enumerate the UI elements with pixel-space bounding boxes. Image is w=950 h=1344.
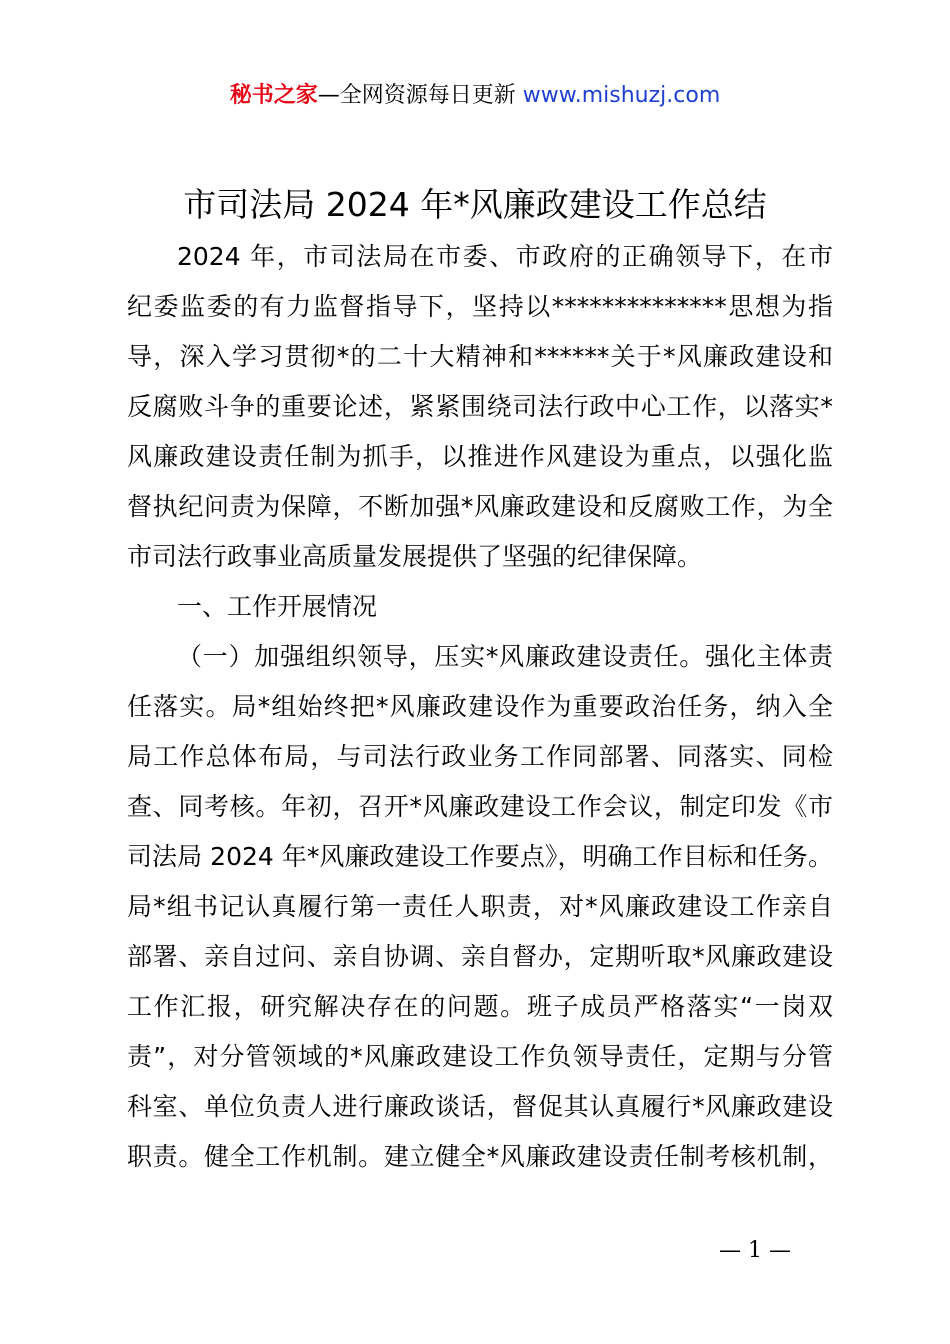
body-line: 任落实。局*组始终把*风廉政建设作为重要政治任务，纳入全 (127, 692, 833, 721)
body-line: 科室、单位负责人进行廉政谈话，督促其认真履行*风廉政建设 (127, 1092, 833, 1121)
page-number: — 1 — (719, 1238, 791, 1263)
body-line: 纪委监委的有力监督指导下，坚持以**************思想为指 (127, 292, 833, 321)
banner-url-link[interactable]: www.mishuzj.com (522, 83, 721, 108)
body-line: 导，深入学习贯彻*的二十大精神和******关于*风廉政建设和 (127, 342, 833, 371)
body-line: 工作汇报，研究解决存在的问题。班子成员严格落实“一岗双 (127, 992, 833, 1021)
document-body (127, 232, 833, 1182)
body-line: 2024 年，市司法局在市委、市政府的正确领导下，在市 (177, 242, 833, 271)
section-heading: 一、工作开展情况 (177, 592, 378, 621)
body-line: 司法局 2024 年*风廉政建设工作要点》，明确工作目标和任务。 (127, 842, 833, 871)
body-line: 风廉政建设责任制为抓手，以推进作风建设为重点，以强化监 (127, 442, 833, 471)
banner-slogan: —全网资源每日更新 (317, 83, 516, 108)
body-line: 局*组书记认真履行第一责任人职责，对*风廉政建设工作亲自 (127, 892, 833, 921)
body-line: 市司法行政事业高质量发展提供了坚强的纪律保障。 (127, 542, 703, 571)
document-title: 市司法局 2024 年*风廉政建设工作总结 (183, 185, 767, 224)
body-line: （一）加强组织领导，压实*风廉政建设责任。强化主体责 (177, 642, 833, 671)
body-line: 局工作总体布局，与司法行政业务工作同部署、同落实、同检 (127, 742, 833, 771)
site-banner (0, 80, 950, 112)
body-line: 责”，对分管领域的*风廉政建设工作负领导责任，定期与分管 (127, 1042, 833, 1071)
body-line: 查、同考核。年初，召开*风廉政建设工作会议，制定印发《市 (127, 792, 833, 821)
body-line: 督执纪问责为保障，不断加强*风廉政建设和反腐败工作，为全 (127, 492, 833, 521)
body-line: 职责。健全工作机制。建立健全*风廉政建设责任制考核机制， (127, 1142, 833, 1171)
banner-brand: 秘书之家 (229, 83, 318, 108)
body-line: 反腐败斗争的重要论述，紧紧围绕司法行政中心工作，以落实* (127, 392, 833, 421)
body-line: 部署、亲自过问、亲自协调、亲自督办，定期听取*风廉政建设 (127, 942, 833, 971)
